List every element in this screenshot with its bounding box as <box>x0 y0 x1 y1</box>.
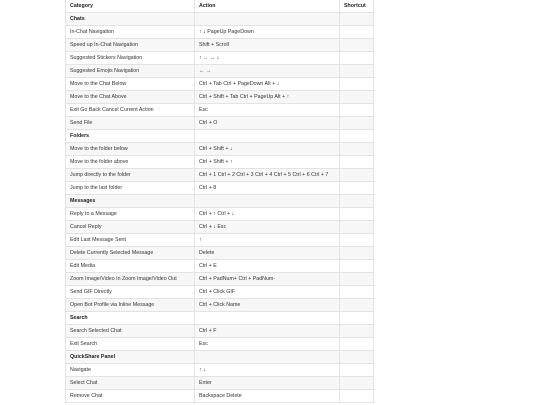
cell-action: Esc <box>195 104 340 117</box>
cell-category: Jump to the last folder <box>66 182 195 195</box>
cell-shortcut <box>340 130 374 143</box>
cell-category: Messages <box>66 195 195 208</box>
cell-action: Esc <box>195 338 340 351</box>
table-row <box>66 260 374 273</box>
table-row <box>66 299 374 312</box>
cell-shortcut <box>340 13 374 26</box>
header-action: Action <box>195 0 340 13</box>
cell-category: Suggested Stickers Navigation <box>66 52 195 65</box>
cell-action: Ctrl + E <box>195 260 340 273</box>
cell-action: Ctrl + PadNum+ Ctrl + PadNum- <box>195 273 340 286</box>
cell-category: Open Bot Profile via Inline Message <box>66 299 195 312</box>
table-row <box>66 169 374 182</box>
cell-shortcut <box>340 273 374 286</box>
cell-action <box>195 351 340 364</box>
cell-category: Suggested Emojis Navigation <box>66 65 195 78</box>
table-row <box>66 364 374 377</box>
cell-category: Move to the folder below <box>66 143 195 156</box>
cell-category: Jump directly to the folder <box>66 169 195 182</box>
table-header-row <box>66 0 374 13</box>
cell-shortcut <box>340 221 374 234</box>
cell-category: In-Chat Navigation <box>66 26 195 39</box>
cell-category: Navigate <box>66 364 195 377</box>
table-row <box>66 338 374 351</box>
cell-action: ↑ ↓ PageUp PageDown <box>195 26 340 39</box>
cell-category: Select Chat <box>66 377 195 390</box>
table-row <box>66 390 374 403</box>
cell-action: Enter <box>195 377 340 390</box>
cell-category: Reply to a Message <box>66 208 195 221</box>
section-row <box>66 13 374 26</box>
cell-action <box>195 312 340 325</box>
table-row <box>66 143 374 156</box>
cell-shortcut <box>340 338 374 351</box>
cell-shortcut <box>340 156 374 169</box>
table-row <box>66 325 374 338</box>
cell-shortcut <box>340 65 374 78</box>
cell-shortcut <box>340 260 374 273</box>
cell-shortcut <box>340 377 374 390</box>
table-row <box>66 104 374 117</box>
cell-action: Delete <box>195 247 340 260</box>
cell-category: QuickShare Panel <box>66 351 195 364</box>
cell-action: Ctrl + Tab Ctrl + PageDown Alt + ↓ <box>195 78 340 91</box>
table-row <box>66 273 374 286</box>
table-row <box>66 39 374 52</box>
section-row <box>66 312 374 325</box>
cell-category: Edit Last Message Sent <box>66 234 195 247</box>
cell-shortcut <box>340 208 374 221</box>
cell-category: Search Selected Chat <box>66 325 195 338</box>
cell-action: Ctrl + 1 Ctrl + 2 Ctrl + 3 Ctrl + 4 Ctrl + 5 Ctrl + 6 Ctrl + 7 <box>195 169 340 182</box>
cell-category: Chats <box>66 13 195 26</box>
cell-action: Ctrl + F <box>195 325 340 338</box>
cell-category: Send GIF Directly <box>66 286 195 299</box>
cell-category: Move to the Chat Below <box>66 78 195 91</box>
cell-shortcut <box>340 26 374 39</box>
cell-action <box>195 13 340 26</box>
table-row <box>66 52 374 65</box>
cell-shortcut <box>340 78 374 91</box>
shortcuts-table <box>65 0 374 403</box>
cell-action: Ctrl + 8 <box>195 182 340 195</box>
section-row <box>66 195 374 208</box>
section-row <box>66 351 374 364</box>
table-row <box>66 234 374 247</box>
cell-action <box>195 195 340 208</box>
cell-category: Speed up In-Chat Navigation <box>66 39 195 52</box>
cell-category: Exit Search <box>66 338 195 351</box>
section-row <box>66 130 374 143</box>
cell-shortcut <box>340 169 374 182</box>
cell-action: Shift + Scroll <box>195 39 340 52</box>
cell-shortcut <box>340 286 374 299</box>
cell-shortcut <box>340 104 374 117</box>
cell-action: Ctrl + Shift + ↓ <box>195 143 340 156</box>
cell-category: Search <box>66 312 195 325</box>
cell-category: Remove Chat <box>66 390 195 403</box>
header-shortcut: Shortcut <box>340 0 374 13</box>
table-row <box>66 156 374 169</box>
cell-shortcut <box>340 52 374 65</box>
table-row <box>66 286 374 299</box>
cell-shortcut <box>340 247 374 260</box>
table-row <box>66 117 374 130</box>
cell-action: ↑ ← → ↓ <box>195 52 340 65</box>
table-row <box>66 377 374 390</box>
cell-action: Backspace Delete <box>195 390 340 403</box>
table-row <box>66 91 374 104</box>
cell-shortcut <box>340 351 374 364</box>
table-row <box>66 247 374 260</box>
cell-category: Exit Go Back Cancel Current Action <box>66 104 195 117</box>
cell-category: Cancel Reply <box>66 221 195 234</box>
cell-action: Ctrl + ↑ Ctrl + ↓ <box>195 208 340 221</box>
cell-shortcut <box>340 234 374 247</box>
cell-category: Send File <box>66 117 195 130</box>
cell-action: ← → <box>195 65 340 78</box>
header-category: Category <box>66 0 195 13</box>
cell-shortcut <box>340 312 374 325</box>
cell-action: Ctrl + Click Name <box>195 299 340 312</box>
table-row <box>66 65 374 78</box>
table-row <box>66 221 374 234</box>
cell-action: Ctrl + Click GIF <box>195 286 340 299</box>
cell-action: Ctrl + ↓ Esc <box>195 221 340 234</box>
cell-action: ↑ ↓ <box>195 364 340 377</box>
cell-category: Move to the Chat Above <box>66 91 195 104</box>
shortcuts-table-container <box>65 0 373 403</box>
table-row <box>66 182 374 195</box>
cell-action: ↑ <box>195 234 340 247</box>
table-row <box>66 208 374 221</box>
cell-shortcut <box>340 299 374 312</box>
cell-category: Move to the folder above <box>66 156 195 169</box>
cell-category: Edit Media <box>66 260 195 273</box>
cell-action: Ctrl + O <box>195 117 340 130</box>
cell-category: Delete Currently Selected Message <box>66 247 195 260</box>
cell-shortcut <box>340 117 374 130</box>
table-row <box>66 78 374 91</box>
cell-shortcut <box>340 325 374 338</box>
cell-shortcut <box>340 390 374 403</box>
table-row <box>66 26 374 39</box>
cell-category: Folders <box>66 130 195 143</box>
cell-action: Ctrl + Shift + Tab Ctrl + PageUp Alt + ↑ <box>195 91 340 104</box>
cell-shortcut <box>340 143 374 156</box>
cell-action: Ctrl + Shift + ↑ <box>195 156 340 169</box>
cell-shortcut <box>340 39 374 52</box>
cell-shortcut <box>340 364 374 377</box>
cell-shortcut <box>340 91 374 104</box>
table-body <box>66 13 374 403</box>
cell-shortcut <box>340 195 374 208</box>
cell-shortcut <box>340 182 374 195</box>
cell-action <box>195 130 340 143</box>
cell-category: Zoom Image/Video In Zoom Image/Video Out <box>66 273 195 286</box>
